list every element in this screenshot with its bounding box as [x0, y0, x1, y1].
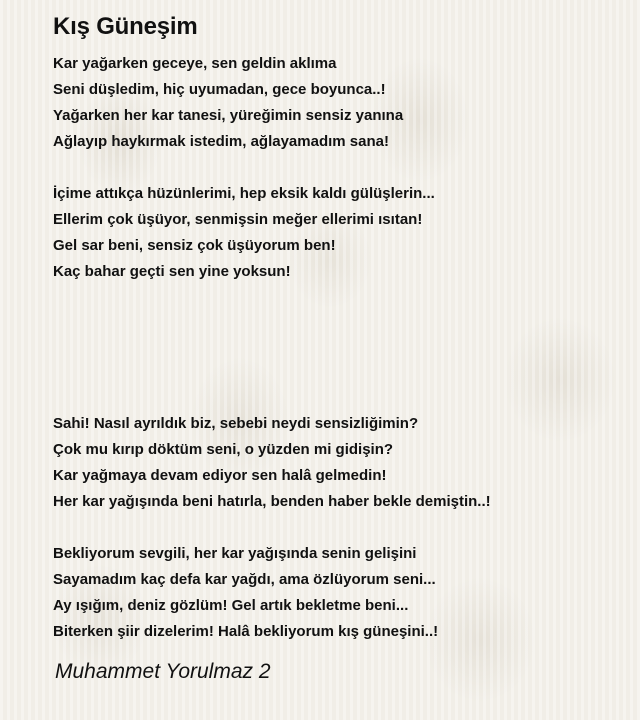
- poem-line: Gel sar beni, sensiz çok üşüyorum ben!: [53, 237, 336, 254]
- poem-line: Biterken şiir dizelerim! Halâ bekliyorum kış güneşini..!: [53, 623, 439, 640]
- stanza-2: [53, 181, 435, 285]
- poem-line: Seni düşledim, hiç uyumadan, gece boyunca..!: [53, 81, 386, 98]
- poem-line: Ay ışığım, deniz gözlüm! Gel artık bekletme beni...: [53, 597, 409, 614]
- poem-line: Kar yağarken geceye, sen geldin aklıma: [53, 55, 337, 72]
- poem-line: Ağlayıp haykırmak istedim, ağlayamadım sana!: [53, 133, 389, 150]
- poem-line: Ellerim çok üşüyor, senmişsin meğer ellerimi ısıtan!: [53, 211, 423, 228]
- stanza-1: [53, 51, 403, 155]
- poem-author: Muhammet Yorulmaz 2: [55, 660, 271, 683]
- poem-title: Kış Güneşim: [53, 13, 198, 40]
- poem-line: Bekliyorum sevgili, her kar yağışında senin gelişini: [53, 545, 417, 562]
- poem-line: Kaç bahar geçti sen yine yoksun!: [53, 263, 291, 280]
- stanza-3: [53, 411, 491, 515]
- poem-line: Her kar yağışında beni hatırla, benden haber bekle demiştin..!: [53, 493, 491, 510]
- stanza-4: [53, 541, 438, 645]
- poem-line: Yağarken her kar tanesi, yüreğimin sensiz yanına: [53, 107, 404, 124]
- poem-line: Sahi! Nasıl ayrıldık biz, sebebi neydi sensizliğimin?: [53, 415, 419, 432]
- poem-line: Çok mu kırıp döktüm seni, o yüzden mi gidişin?: [53, 441, 394, 458]
- poem-line: Sayamadım kaç defa kar yağdı, ama özlüyorum seni...: [53, 571, 436, 588]
- poem-line: İçime attıkça hüzünlerimi, hep eksik kaldı gülüşlerin...: [53, 185, 435, 202]
- poem-line: Kar yağmaya devam ediyor sen halâ gelmedin!: [53, 467, 387, 484]
